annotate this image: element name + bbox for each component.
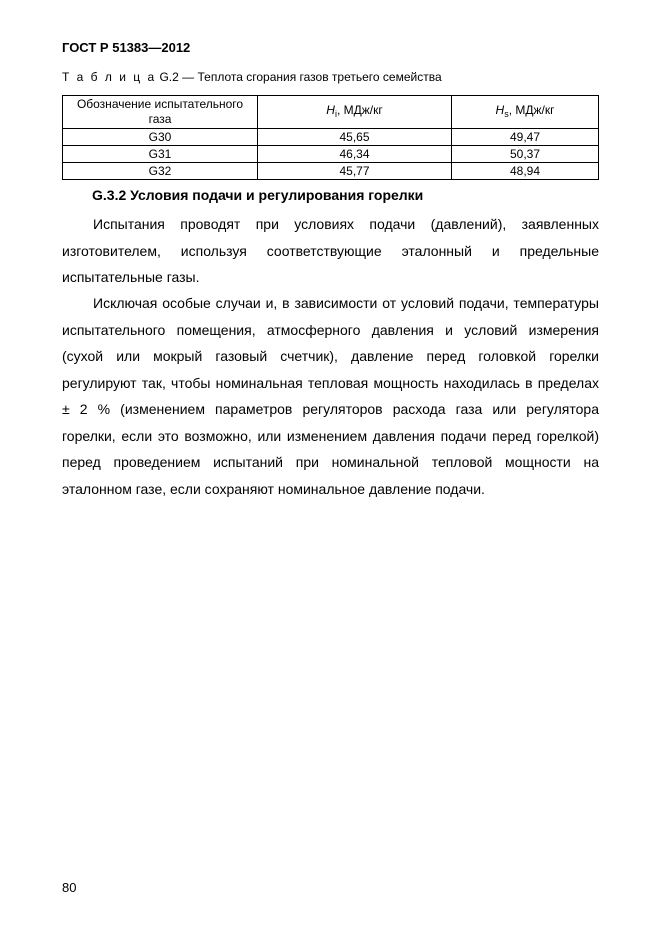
table-header-row [63,96,599,129]
paragraph-burner-regulation: Исключая особые случаи и, в зависимости от условий подачи, температуры испытательного помещения, атмосферного давления и условий измерения (сухой или мокрый газовый счетчик), давление перед головкой горелки регулируют так, чтобы номинальная тепловая мощность находилась в пределах ± 2 % (изменением параметров регуляторов расхода газа или регулятора горелки, если это возможно, или изменением давления подачи перед горелкой) перед проведением испытаний при номинальной тепловой мощности на эталонном газе, если сохраняют номинальное давление подачи. [62,295,599,497]
table-caption-label: Т а б л и ц а [62,70,157,84]
header-gas-designation: Обозначение испытательного газа [63,96,258,129]
header-hi [258,96,452,129]
header-hi-unit: , МДж/кг [336,102,383,117]
document-header: ГОСТ Р 51383—2012 [62,40,191,55]
cell-gas: G31 [63,146,258,163]
table-caption [62,70,442,84]
table-caption-text: G.2 — Теплота сгорания газов третьего семейства [156,70,442,84]
section-title: G.3.2 Условия подачи и регулирования горелки [92,187,424,203]
cell-gas: G32 [63,163,258,180]
table-row [63,163,599,180]
header-hs [452,96,599,129]
header-hs-sub: s [504,108,509,119]
header-hi-sub: i [334,108,337,119]
page-number: 80 [62,880,77,895]
header-hs-var: H [495,102,505,117]
paragraph-test-conditions: Испытания проводят при условиях подачи (давлений), заявленных изготовителем, используя соответствующие эталонный и предельные испытательные газы. [62,216,599,285]
cell-hi: 45,77 [258,163,452,180]
cell-hs: 49,47 [452,129,599,146]
table-row [63,129,599,146]
cell-hi: 45,65 [258,129,452,146]
table-row [63,146,599,163]
header-hi-var: H [326,102,335,117]
cell-hs: 50,37 [452,146,599,163]
cell-gas: G30 [63,129,258,146]
cell-hs: 48,94 [452,163,599,180]
cell-hi: 46,34 [258,146,452,163]
header-hs-unit: , МДж/кг [508,102,555,117]
gas-heat-table [62,95,599,180]
